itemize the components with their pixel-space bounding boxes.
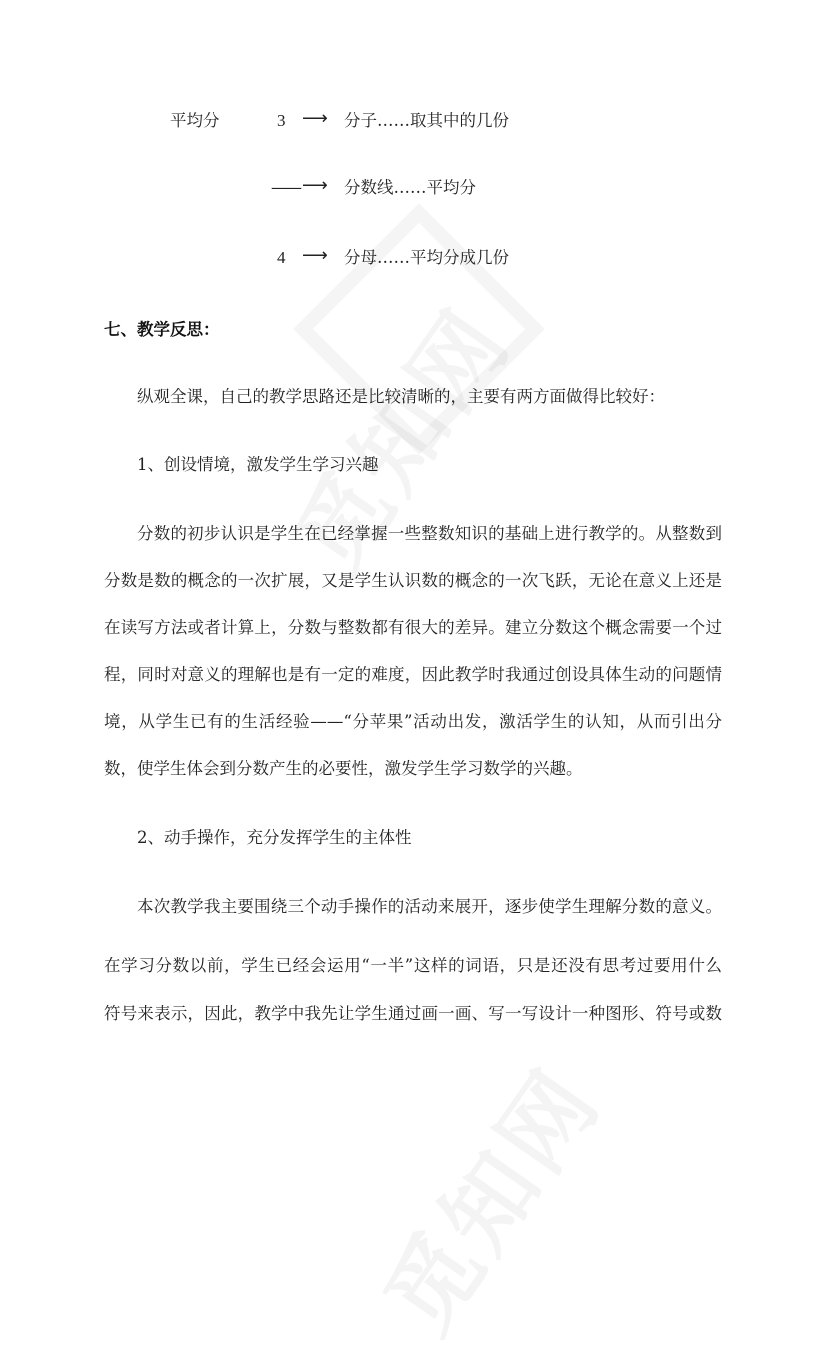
watermark [259,278,536,595]
paragraph-line: 分数是数的概念的一次扩展，又是学生认识数的概念的一次飞跃，无论在意义上还是 [104,571,722,590]
diagram-fraction-bar-text: 分数线……平均分 [344,178,476,197]
diagram-numerator-number: 3 [277,111,286,130]
section-heading: 七、教学反思： [104,320,220,339]
intro-paragraph: 纵观全课，自己的教学思路还是比较清晰的，主要有两方面做得比较好： [137,387,665,406]
point1-title: 1、创设情境，激发学生学习兴趣 [137,455,379,474]
diagram-denominator-text: 分母……平均分成几份 [344,248,509,267]
paragraph-line: 分数的初步认识是学生在已经掌握一些整数知识的基础上进行教学的。从整数到 [137,524,722,543]
arrow-right-icon: ⟶ [302,175,328,196]
diagram-fraction-bar: —— [271,178,300,197]
arrow-right-icon: ⟶ [302,245,328,266]
paragraph-line: 程，同时对意义的理解也是有一定的难度，因此教学时我通过创设具体生动的问题情 [104,665,722,684]
paragraph-line: 境，从学生已有的生活经验——“分苹果”活动出发，激活学生的认知，从而引出分 [104,712,722,731]
paragraph-line: 符号来表示，因此，教学中我先让学生通过画一画、写一写设计一种图形、符号或数 [104,1004,722,1023]
paragraph-line: 在读写方法或者计算上，分数与整数都有很大的差异。建立分数这个概念需要一个过 [104,618,722,637]
watermark-bottom [349,1038,626,1354]
watermark-frame [293,203,545,455]
diagram-numerator-text: 分子……取其中的几份 [344,111,509,130]
arrow-right-icon: ⟶ [302,108,328,129]
point2-title: 2、动手操作，充分发挥学生的主体性 [137,828,412,847]
diagram-denominator-number: 4 [277,248,286,267]
diagram-label-average: 平均分 [170,111,220,130]
paragraph-line: 本次教学我主要围绕三个动手操作的活动来展开，逐步使学生理解分数的意义。 [137,897,722,916]
paragraph-line: 在学习分数以前，学生已经会运用“一半”这样的词语，只是还没有思考过要用什么 [104,956,722,975]
paragraph-line: 数，使学生体会到分数产生的必要性，激发学生学习数学的兴趣。 [104,759,583,778]
